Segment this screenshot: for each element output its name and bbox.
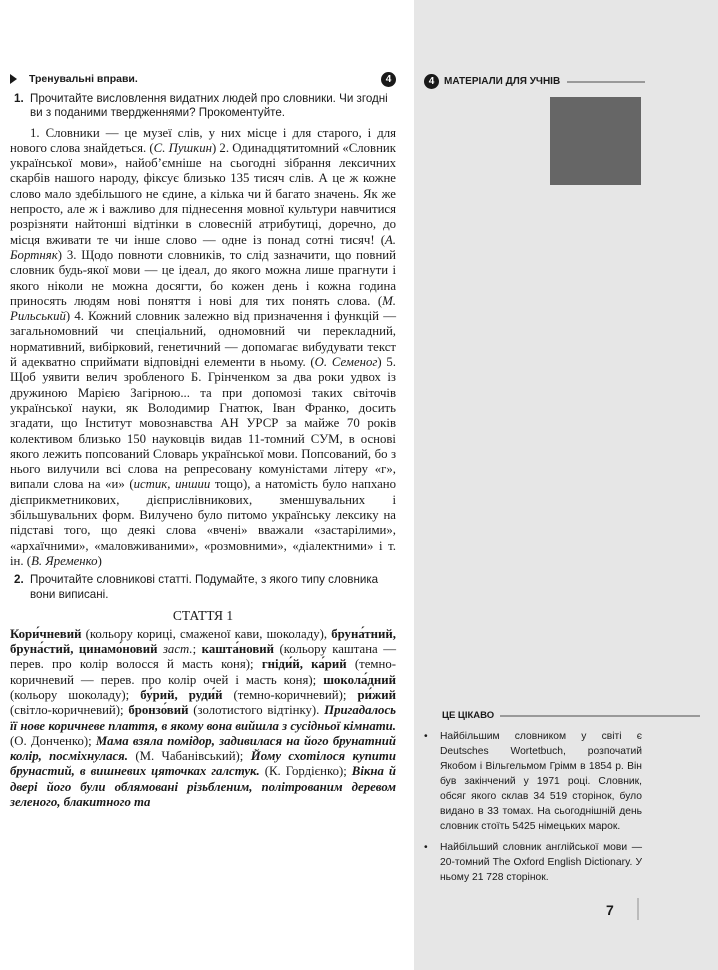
number-badge: 4 — [381, 72, 396, 87]
section-title: Тренувальні вправи. — [29, 73, 138, 85]
usage-example: Йому схотілося купити брунастий, в вишневих цяточках галстук. — [10, 749, 396, 779]
sidebar-heading — [424, 74, 645, 89]
task-2-number: 2. — [14, 573, 24, 587]
quote-author: О. Семеног — [314, 355, 378, 370]
fact-heading — [442, 710, 700, 721]
task-2 — [10, 573, 396, 602]
dictionary-article: Кори́чневий (кольору кориці, смаженої кави, шоколаду), бруна́тний, бруна́стий, цинамо́новий заст.; кашта́новий (кольору каштана — перев. про колір волосся й масть коня); гніди́й, ка́рий (темно-коричневий — перев. про колір очей і масть коня); шокола́дний (кольору шоколаду); бу́рий, руди́й (темно-коричневий); ри́жий (світло-коричневий); бронзо́вий (золотистого відтінку). Пригадалось її нове коричневе плаття, в якому вона вийшла з сусідньої кімнати. (О. Донченко); Мама взяла помідор, задивилася на його брунатний колір, посміхнулася. (М. Чабанівський); Йому схотілося купити брунастий, в вишневих цяточках галстук. (К. Гордієнко); Вікна й двері його були облямовані різьбленим, політрованим деревом зеленого, блакитного та — [10, 626, 396, 810]
headword: бу́рий, руди́й — [140, 687, 223, 702]
usage-example: Мама взяла помідор, задивилася на його брунатний колір, посміхнулася. — [10, 733, 396, 764]
quote-author: С. Пушкин — [153, 140, 212, 155]
heading-rule — [567, 81, 645, 83]
headword: ри́жий — [357, 687, 396, 702]
quotes-paragraph — [10, 126, 396, 570]
fact-text: Найбільшим словником у світі є Deutsches Wortetbuch, розпочатий Якобом і Вільгельмом Грімм в 1854 р. Він був закінчений у 1971 році. Словник, обсяг якого склав 34 519 сторінок, було видано в 33 томах. На сьогоднішній день словник стоїть 5425 німецьких марок. — [440, 731, 642, 832]
usage-example: Пригадалось її нове коричневе плаття, в якому вона вийшла з сусідньої кімнати. — [10, 703, 396, 733]
usage-example: Вікна й двері його були облямовані різьбленим, політрованим деревом зеленого, блакитного та — [10, 764, 396, 810]
bullet-icon: • — [424, 731, 428, 742]
quote-author: А. Бортняк — [10, 232, 396, 262]
task-1-text: Прочитайте висловлення видатних людей про словники. Чи згодні ви з поданими твердженнями? Прокоментуйте. — [30, 92, 388, 120]
section-heading — [10, 70, 396, 88]
page-number-bar — [637, 898, 639, 920]
fact-title: ЦЕ ЦІКАВО — [442, 710, 495, 721]
task-1-number: 1. — [14, 92, 24, 105]
headword: гніди́й, ка́рий — [261, 657, 347, 672]
portrait-photo — [550, 97, 641, 185]
quote-1: 1. Словники — це музеї слів, у них місце і для старого, і для нового слова знайдеться. (С. Пушкин) — [10, 125, 396, 155]
quote-3: 3. Щодо повноти словників, то слід зазначити, що повний словник будь-якої мови — це ідеал, до якого можна лише прагнути і якого ніколи не можна досягти, бо кожен день і кожна година приносять людям нові поняття і нові для тих понять слова. (М. Рильський) — [10, 247, 396, 324]
headword: бруна́тний, бруна́стий, цинамо́новий — [10, 626, 396, 657]
task-1 — [10, 92, 396, 121]
headword: Кори́чневий — [10, 626, 82, 641]
headword: шокола́дний — [323, 672, 396, 687]
quote-author: В. Яременко — [31, 553, 98, 568]
quote-5: 5. Щоб уявити велич зробленого Б. Грінченком за два роки удвох із дружиною Марією Загірною... та при допомозі таких світочів української науки, як Володимир Гнатюк, Іван Франко, досить згадати, що Інститут мовознавства АН УРСР за майже 70 років колективом близько 150 науковців видав 11-томний СУМ, в основі якого лежить попсований Словарь української мови. Попсований, бо з нього вилучили всі слова на репресовану комуністами літеру «г», випали слова на «и» (истик, иншии тощо), а натомість було напхано дієприкметникових, дієприслівникових, зменшувальних і збільшувальних форм. Вилучено було питомо українську лексику на підставі того, що деякі слова «вчені» вважали «застарілими», «архаїчними», «маловживаними», «розмовними», «діалектними» і т. ін. (В. Яременко) — [10, 355, 396, 568]
sidebar-title: МАТЕРІАЛИ ДЛЯ УЧНІВ — [444, 76, 561, 87]
quote-2: 2. Одинадцятитомний «Словник української мови», найоб’ємніше на сьогодні зібрання лексичних скарбів нашого народу, фіксує близько 135 тисяч слів. А це ж кожне слово мало здебільшого не єдине, а кілька чи й багато значень. Як же непросто, але ж і важливо для піднесення мовної культури навчитися розрізняти найтонші відтінки в словесній атрибутиці, доречно, до місця вживати те чи інше слово — одне із понад сотні тисяч! (А. Бортняк) — [10, 140, 396, 262]
list-item — [424, 729, 642, 834]
page-number: 7 — [606, 902, 614, 918]
headword: кашта́новий — [201, 642, 274, 657]
triangle-marker-icon — [10, 74, 17, 84]
headword: бронзо́вий — [128, 703, 189, 718]
quote-4: 4. Кожний словник залежно від призначення і функцій — загальномовний чи спеціальний, одномовний чи перекладний, нормативний, вибірковий, генетичний — допомагає вибудувати текст й адекватно сприймати відповідні елементи в ньому. (О. Семеног) — [10, 309, 396, 370]
task-2-text: Прочитайте словникові статті. Подумайте, з якого типу словника вони виписані. — [30, 573, 379, 601]
exercises-column — [10, 70, 396, 810]
fact-text: Найбільший словник англійської мови — 20-томний The Oxford English Dictionary. У ньому 21 728 сторінок. — [440, 842, 642, 883]
number-badge: 4 — [424, 74, 439, 89]
bullet-icon: • — [424, 842, 428, 853]
list-item — [424, 840, 642, 885]
article-title: СТАТТЯ 1 — [172, 607, 234, 623]
facts-list — [424, 729, 642, 891]
quote-author: М. Рильський — [10, 293, 396, 324]
heading-rule — [500, 715, 700, 717]
